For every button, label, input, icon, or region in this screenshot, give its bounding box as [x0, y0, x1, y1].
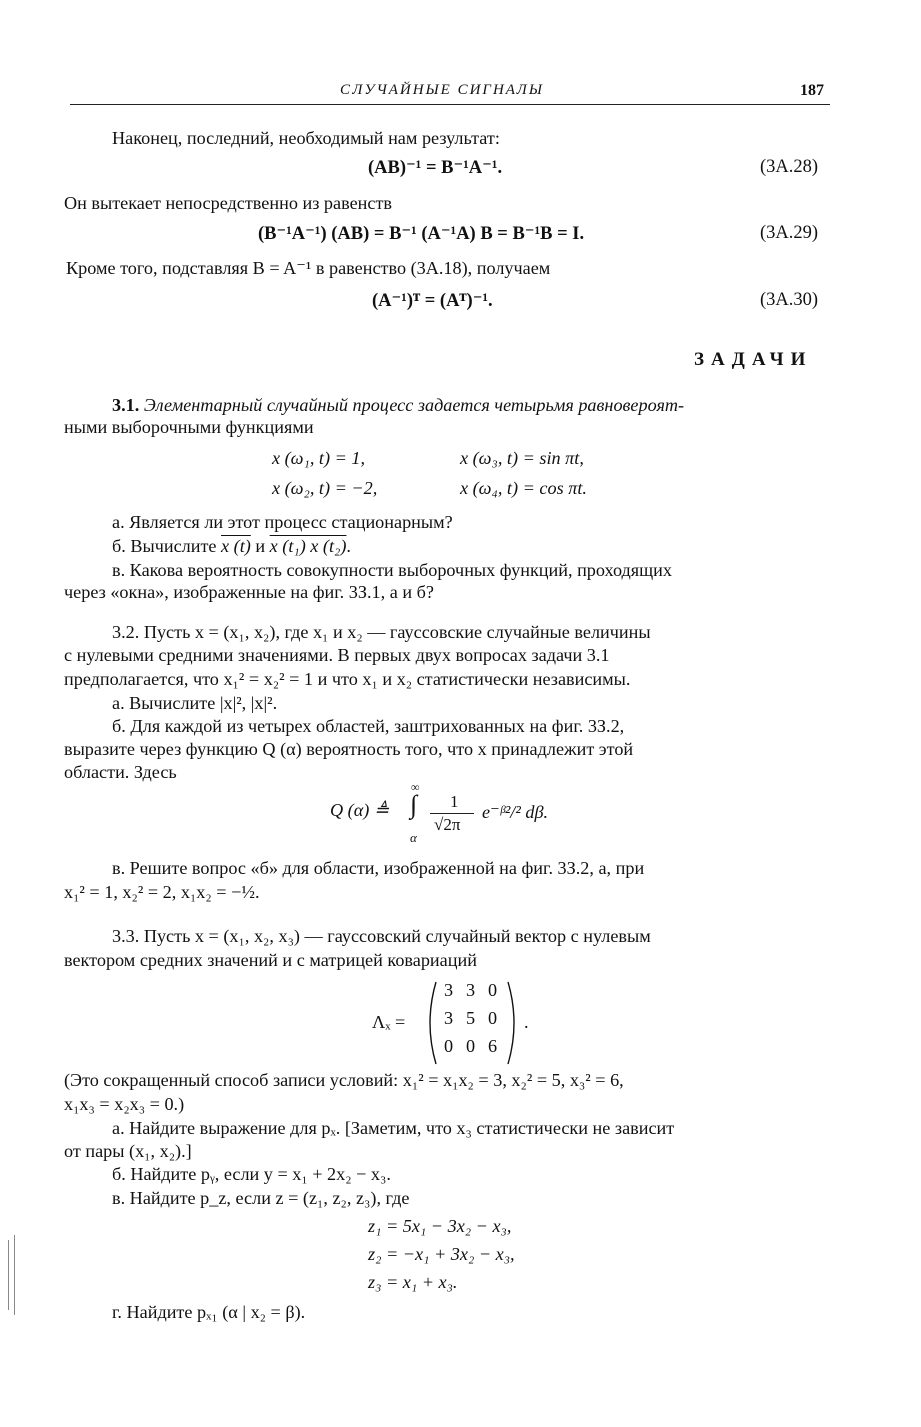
- problem-3-1-line: [112, 395, 684, 416]
- text-line: Он вытекает непосредственно из равенств: [64, 193, 392, 213]
- text-line: вектором средних значений и с матрицей ковариаций: [64, 950, 477, 970]
- z-equation: z₂ = −x₁ + 3x₂ − x₃,: [368, 1244, 515, 1264]
- equation-3a28: (AB)⁻¹ = B⁻¹A⁻¹.: [368, 158, 503, 178]
- question-text: .: [346, 536, 351, 556]
- matrix-cell: 0: [466, 1036, 476, 1056]
- question: в. Какова вероятность совокупности выборочных функций, проходящих: [112, 560, 672, 580]
- question: [112, 536, 351, 557]
- fraction-denominator: √2π: [434, 815, 461, 834]
- text-line: Кроме того, подставляя B = A⁻¹ в равенство (3A.18), получаем: [66, 258, 551, 278]
- text-line: выразите через функцию Q (α) вероятность того, что x принадлежит этой: [64, 739, 634, 759]
- math-expr: x (t₁) x (t₂): [269, 536, 347, 556]
- matrix-cell: 5: [466, 1008, 476, 1028]
- text-line: с нулевыми средними значениями. В первых двух вопросах задачи 3.1: [64, 645, 610, 665]
- integral-lower: α: [410, 830, 417, 845]
- equation-3a29: (B⁻¹A⁻¹) (AB) = B⁻¹ (A⁻¹A) B = B⁻¹B = I.: [258, 224, 585, 244]
- text-line: через «окна», изображенные на фиг. 3З.1, а и б?: [64, 582, 434, 602]
- question: а. Является ли этот процесс стационарным?: [112, 512, 453, 532]
- sample-function: x (ω₄, t) = cos πt.: [460, 478, 587, 498]
- text-line: ными выборочными функциями: [64, 417, 314, 437]
- question: б. Для каждой из четырех областей, заштрихованных на фиг. 3З.2,: [112, 716, 625, 736]
- equation-number: (3A.29): [760, 223, 819, 243]
- matrix-cell: 6: [488, 1036, 498, 1056]
- question: в. Найдите p_z, если z = (z₁, z₂, z₃), где: [112, 1188, 410, 1208]
- z-equation: z₁ = 5x₁ − 3x₂ − x₃,: [368, 1216, 512, 1236]
- scan-margin-mark: [14, 1235, 15, 1315]
- question: а. Найдите выражение для pₓ. [Заметим, что x₃ статистически не зависит: [112, 1118, 675, 1138]
- equation-3a30: (A⁻¹)ᵀ = (Aᵀ)⁻¹.: [372, 291, 493, 311]
- math-expr: x (t): [221, 536, 251, 556]
- fraction-numerator: 1: [450, 792, 459, 811]
- text-line: от пары (x₁, x₂).]: [64, 1141, 192, 1161]
- running-title: СЛУЧАЙНЫЕ СИГНАЛЫ: [340, 82, 544, 98]
- text-line: области. Здесь: [64, 762, 177, 782]
- header-rule: [70, 104, 830, 105]
- scan-margin-mark: [8, 1240, 9, 1310]
- problem-3-1-text: Элементарный случайный процесс задается четырьмя равновероят-: [143, 395, 685, 415]
- left-paren: [430, 982, 436, 1064]
- text-line: x₁² = 1, x₂² = 2, x₁x₂ = −½.: [64, 882, 260, 902]
- text-line: предполагается, что x₁² = x₂² = 1 и что x₁ и x₂ статистически независимы.: [64, 669, 631, 689]
- text-line: 3.3. Пусть x = (x₁, x₂, x₃) — гауссовский случайный вектор с нулевым: [112, 926, 651, 946]
- text-line: x₁x₃ = x₂x₃ = 0.): [64, 1094, 185, 1114]
- sample-function: x (ω₂, t) = −2,: [272, 478, 378, 498]
- text-line: Наконец, последний, необходимый нам результат:: [112, 128, 500, 148]
- sample-function: x (ω₁, t) = 1,: [272, 448, 366, 468]
- problem-number: 3.1.: [112, 395, 140, 415]
- z-equation: z₃ = x₁ + x₃.: [368, 1272, 458, 1292]
- matrix-cell: 3: [444, 980, 454, 1000]
- q-definition-rest: e⁻ᵝ²/² dβ.: [482, 802, 549, 822]
- right-paren: [508, 982, 514, 1064]
- fraction-bar: [430, 813, 474, 814]
- covariance-label: Λₓ =: [372, 1012, 406, 1032]
- question: б. Найдите pᵧ, если y = x₁ + 2x₂ − x₃.: [112, 1164, 391, 1184]
- equation-number: (3A.30): [760, 290, 819, 310]
- sample-function: x (ω₃, t) = sin πt,: [460, 448, 584, 468]
- matrix-cell: 3: [444, 1008, 454, 1028]
- matrix-cell: 3: [466, 980, 476, 1000]
- page-number: 187: [800, 82, 824, 99]
- question: а. Вычислите |x|², |x|².: [112, 693, 278, 713]
- matrix-cell: 0: [488, 1008, 498, 1028]
- matrix-period: .: [524, 1012, 529, 1032]
- question-text: б. Вычислите: [112, 536, 217, 556]
- matrix-cell: 0: [488, 980, 498, 1000]
- question: г. Найдите pₓ₁ (α | x₂ = β).: [112, 1302, 306, 1322]
- matrix-cell: 0: [444, 1036, 454, 1056]
- question: в. Решите вопрос «б» для области, изображенной на фиг. 3З.2, а, при: [112, 858, 645, 878]
- q-definition-lhs: Q (α) ≜: [330, 800, 390, 820]
- section-title: ЗАДАЧИ: [694, 349, 813, 370]
- equation-number: (3A.28): [760, 157, 819, 177]
- question-text: и: [255, 536, 266, 556]
- text-line: (Это сокращенный способ записи условий: x₁² = x₁x₂ = 3, x₂² = 5, x₃² = 6,: [64, 1070, 624, 1090]
- integral-upper: ∞: [411, 780, 420, 794]
- text-line: 3.2. Пусть x = (x₁, x₂), где x₁ и x₂ — гауссовские случайные величины: [112, 622, 651, 642]
- integral-sign: ∫: [410, 790, 418, 819]
